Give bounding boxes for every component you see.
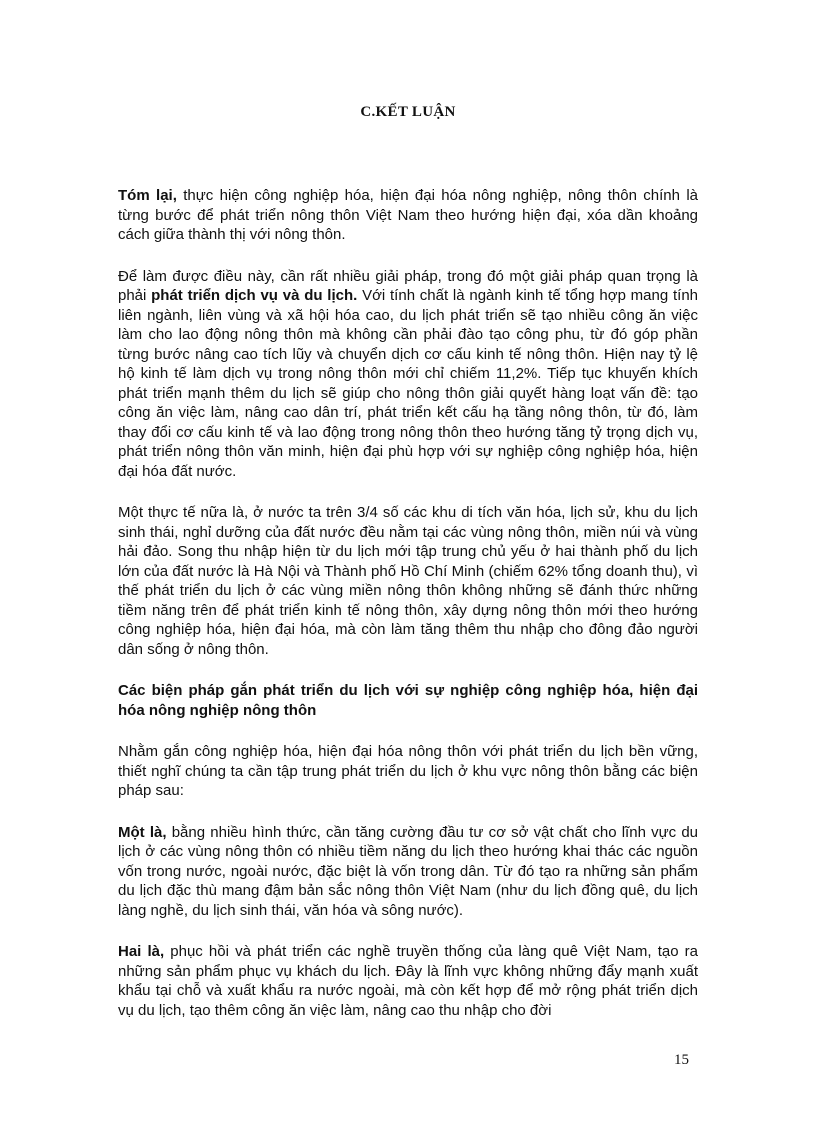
paragraph-intro: Nhằm gắn công nghiệp hóa, hiện đại hóa nông thôn với phát triển du lịch bền vững, thiết nghĩ chúng ta cần tập trung phát triển du lịch ở khu vực nông thôn bằng các biện pháp sau: <box>118 743 698 799</box>
paragraph-solution <box>118 267 698 482</box>
paragraph-measure-two <box>118 942 698 1020</box>
paragraph-text: Với tính chất là ngành kinh tế tổng hợp mang tính liên ngành, liên vùng và xã hội hóa cao, du lịch phát triển sẽ tạo nhiều công ăn việc làm cho lao động nông thôn mà không cần phải đào tạo công phu, từ đó góp phần từng bước nâng cao tích lũy và chuyển dịch cơ cấu kinh tế nông thôn. Hiện nay tỷ lệ hộ kinh tế làm dịch vụ trong nông thôn mới chỉ chiếm 11,2%. Tiếp tục khuyến khích phát triển mạnh thêm du lịch sẽ giúp cho nông thôn giải quyết hàng loạt vấn đề: tạo công ăn việc làm, nâng cao dân trí, phát triển kết cấu hạ tầng nông thôn, từ đó, làm thay đổi cơ cấu kinh tế và lao động trong nông thôn theo hướng tăng tỷ trọng dịch vụ, phát triển nông thôn văn minh, hiện đại phù hợp với sự nghiệp công nghiệp hóa, hiện đại hóa đất nước. <box>118 287 699 480</box>
paragraph-measure-one <box>118 823 698 921</box>
lead-phrase: Tóm lại, <box>118 187 177 204</box>
paragraph-summary <box>118 186 698 245</box>
page-title: C.KẾT LUẬN <box>360 104 456 120</box>
paragraph-text: phục hồi và phát triển các nghề truyền thống của làng quê Việt Nam, tạo ra những sản phẩm phục vụ khách du lịch. Đây là lĩnh vực không những đẩy mạnh xuất khẩu tại chỗ và xuất khẩu ra nước ngoài, mà còn kết hợp để mở rộng phát triển dịch vụ du lịch, tạo thêm công ăn việc làm, nâng cao thu nhập cho đời <box>118 943 699 1019</box>
paragraph-reality: Một thực tế nữa là, ở nước ta trên 3/4 số các khu di tích văn hóa, lịch sử, khu du lịch sinh thái, nghỉ dưỡng của đất nước đều nằm tại các vùng nông thôn, miền núi và vùng hải đảo. Song thu nhập hiện từ du lịch mới tập trung chủ yếu ở hai thành phố du lịch lớn của đất nước là Hà Nội và Thành phố Hồ Chí Minh (chiếm 62% tổng doanh thu), vì thế phát triển du lịch ở các vùng miền nông thôn không những sẽ đánh thức những tiềm năng trên để phát triển kinh tế nông thôn, xây dựng nông thôn mới theo hướng công nghiệp hóa, hiện đại hóa, mà còn làm tăng thêm thu nhập cho đông đảo người dân sống ở nông thôn. <box>118 504 698 658</box>
lead-phrase: Một là, <box>118 823 167 841</box>
paragraph-text: Để làm được điều này, cần rất nhiều giải pháp, trong đó một giải pháp quan trọng là phải <box>118 267 698 304</box>
paragraph-text: bằng nhiều hình thức, cần tăng cường đầu tư cơ sở vật chất cho lĩnh vực du lịch ở các vùng nông thôn có nhiều tiềm năng du lịch theo hướng khai thác các nguồn vốn trong nước, ngoài nước, đặc biệt là vốn trong dân. Từ đó tạo ra những sản phẩm du lịch đặc thù mang đậm bản sắc nông thôn Việt Nam (như du lịch đồng quê, du lịch làng nghề, du lịch sinh thái, văn hóa và sông nước). <box>118 823 699 919</box>
lead-phrase: Hai là, <box>118 943 165 960</box>
paragraph-text: thực hiện công nghiệp hóa, hiện đại hóa nông nghiệp, nông thôn chính là từng bước để phát triển nông thôn Việt Nam theo hướng hiện đại, xóa dần khoảng cách giữa thành thị với nông thôn. <box>118 187 698 243</box>
emphasis-phrase: phát triển dịch vụ và du lịch. <box>151 287 358 304</box>
section-heading: Các biện pháp gắn phát triển du lịch với sự nghiệp công nghiệp hóa, hiện đại hóa nông nghiệp nông thôn <box>118 682 698 719</box>
page-number: 15 <box>674 1052 689 1068</box>
document-body <box>118 186 698 1020</box>
